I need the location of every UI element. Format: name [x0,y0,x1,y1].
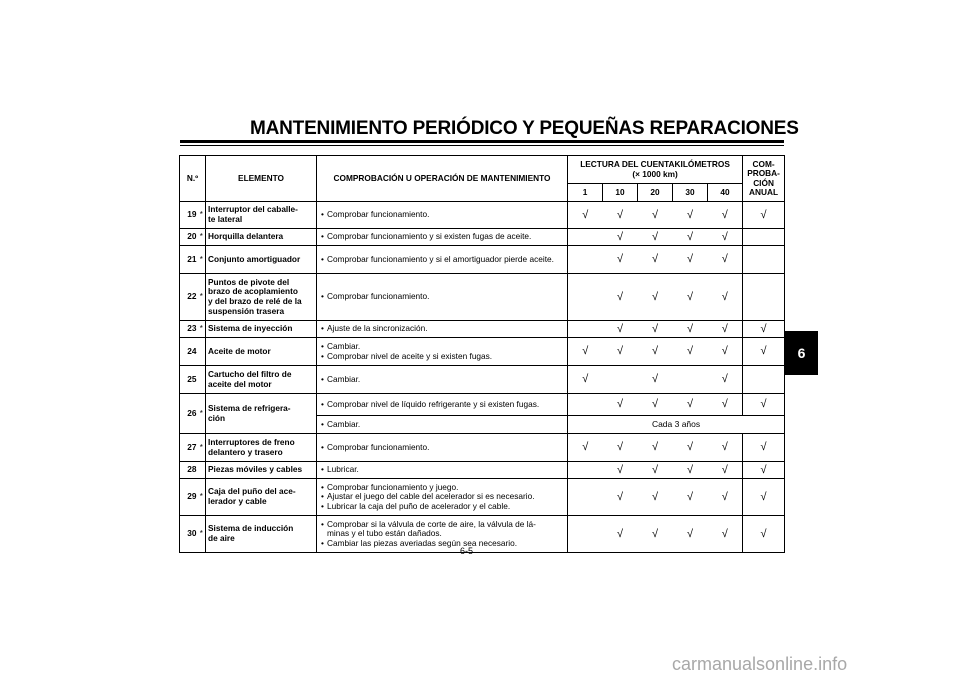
row-element: Piezas móviles y cables [206,462,317,479]
interval-check [568,479,603,516]
row-number: 25 [180,366,198,394]
row-asterisk: * [198,274,206,321]
operation-bullet: • Cambiar. [319,420,565,430]
interval-check: √ [638,229,673,246]
row-element: Caja del puño del ace- lerador y cable [206,479,317,516]
interval-check: √ [708,321,743,338]
row-operation [317,202,568,229]
row-element: Puntos de pivote del brazo de acoplamiento y del brazo de relé de la suspensión trasera [206,274,317,321]
row-asterisk: * [198,202,206,229]
operation-bullet: • Lubricar la caja del puño de acelerador y el cable. [319,502,565,512]
interval-check: √ [568,202,603,229]
interval-check: √ [708,202,743,229]
title-rule [180,140,784,143]
interval-check: √ [603,202,638,229]
header-km-1: 1 [568,184,603,202]
interval-check: √ [708,338,743,366]
interval-check: √ [638,338,673,366]
interval-check: √ [638,394,673,416]
interval-span-text: Cada 3 años [568,416,785,434]
row-number: 27 [180,434,198,462]
row-operation [317,246,568,274]
interval-check: √ [673,394,708,416]
annual-check [743,246,785,274]
annual-check: √ [743,479,785,516]
interval-check: √ [568,434,603,462]
row-operation [317,229,568,246]
header-km-10: 10 [603,184,638,202]
interval-check: √ [638,462,673,479]
row-element: Sistema de inyección [206,321,317,338]
annual-check [743,274,785,321]
operation-bullet: • Lubricar. [319,465,565,475]
row-number: 21 [180,246,198,274]
interval-check: √ [673,434,708,462]
row-element: Cartucho del filtro de aceite del motor [206,366,317,394]
header-num: N.º [180,156,206,202]
watermark: carmanualsonline.info [672,654,848,674]
interval-check: √ [603,479,638,516]
interval-check [568,321,603,338]
interval-check: √ [603,246,638,274]
annual-check: √ [743,202,785,229]
interval-check: √ [708,246,743,274]
header-km-30: 30 [673,184,708,202]
header-odometer-line1: LECTURA DEL CUENTAKILÓMETROS [580,158,730,169]
interval-check: √ [708,366,743,394]
annual-check: √ [743,516,785,553]
operation-bullet: • Ajustar el juego del cable del acelerador si es necesario. [319,492,565,502]
row-asterisk [198,366,206,394]
row-element: Sistema de inducción de aire [206,516,317,553]
interval-check: √ [568,366,603,394]
interval-check [568,394,603,416]
interval-check: √ [638,202,673,229]
row-operation [317,479,568,516]
interval-check: √ [638,434,673,462]
interval-check: √ [638,321,673,338]
table-row [180,338,785,366]
row-operation [317,366,568,394]
operation-bullet: • Comprobar funcionamiento. [319,292,565,302]
operation-bullet: • Comprobar funcionamiento y si el amortiguador pierde aceite. [319,255,565,265]
interval-check: √ [673,246,708,274]
row-asterisk [198,462,206,479]
interval-check: √ [603,516,638,553]
operation-bullet: • Cambiar las piezas averiadas según sea necesario. [319,539,565,549]
row-asterisk: * [198,479,206,516]
table-row [180,274,785,321]
interval-check [568,462,603,479]
interval-check: √ [673,338,708,366]
interval-check: √ [673,274,708,321]
table-row [180,434,785,462]
interval-check: √ [708,229,743,246]
interval-check: √ [708,394,743,416]
interval-check: √ [568,338,603,366]
interval-check: √ [603,434,638,462]
interval-check: √ [673,516,708,553]
row-number: 30 [180,516,198,553]
table-row [180,479,785,516]
operation-bullet: • Ajuste de la sincronización. [319,324,565,334]
interval-check: √ [708,516,743,553]
header-operation: COMPROBACIÓN U OPERACIÓN DE MANTENIMIENTO [317,156,568,202]
row-number: 29 [180,479,198,516]
page-number: 6-5 [460,546,474,556]
interval-check: √ [603,229,638,246]
row-operation [317,321,568,338]
row-asterisk: * [198,246,206,274]
interval-check: √ [673,462,708,479]
interval-check: √ [708,462,743,479]
operation-bullet: • Comprobar funcionamiento. [319,210,565,220]
row-asterisk: * [198,516,206,553]
row-operation [317,434,568,462]
interval-check [568,516,603,553]
interval-check: √ [673,229,708,246]
interval-check: √ [603,462,638,479]
interval-check: √ [638,274,673,321]
row-element: Interruptor del caballe- te lateral [206,202,317,229]
interval-check: √ [603,338,638,366]
interval-check [603,366,638,394]
interval-check: √ [603,321,638,338]
interval-check: √ [673,479,708,516]
row-operation [317,338,568,366]
row-number: 23 [180,321,198,338]
operation-bullet: • Comprobar funcionamiento. [319,443,565,453]
title-rule-thin [180,145,784,146]
row-operation [317,416,568,434]
header-odometer-line2: (× 1000 km) [632,168,678,179]
row-element: Aceite de motor [206,338,317,366]
operation-bullet: • Comprobar funcionamiento y juego. [319,483,565,493]
header-odometer [568,156,743,184]
annual-check: √ [743,321,785,338]
interval-check: √ [638,479,673,516]
operation-bullet: • Cambiar. [319,375,565,385]
table-row [180,516,785,553]
row-number: 19 [180,202,198,229]
interval-check: √ [708,274,743,321]
table-row [180,229,785,246]
interval-check: √ [638,516,673,553]
row-number: 28 [180,462,198,479]
chapter-tab: 6 [785,331,818,375]
interval-check: √ [603,394,638,416]
interval-check: √ [673,321,708,338]
row-element: Interruptores de freno delantero y trasero [206,434,317,462]
annual-check: √ [743,394,785,416]
annual-check [743,366,785,394]
interval-check [568,246,603,274]
row-number: 20 [180,229,198,246]
operation-bullet: • Comprobar nivel de líquido refrigerante y si existen fugas. [319,400,565,410]
interval-check [568,229,603,246]
annual-check: √ [743,338,785,366]
annual-check: √ [743,434,785,462]
header-element: ELEMENTO [206,156,317,202]
operation-bullet: • Comprobar si la válvula de corte de aire, la válvula de lá- minas y el tubo están dañados. [319,520,565,539]
row-asterisk: * [198,434,206,462]
row-asterisk: * [198,229,206,246]
row-operation [317,274,568,321]
operation-bullet: • Cambiar. [319,342,565,352]
table-row [180,202,785,229]
maintenance-table [179,155,785,553]
header-km-20: 20 [638,184,673,202]
row-operation [317,394,568,416]
operation-bullet: • Comprobar funcionamiento y si existen fugas de aceite. [319,232,565,242]
annual-check [743,229,785,246]
interval-check: √ [708,479,743,516]
row-element: Conjunto amortiguador [206,246,317,274]
interval-check [568,274,603,321]
table-row [180,321,785,338]
row-operation [317,462,568,479]
row-number: 26 [180,394,198,434]
interval-check [673,366,708,394]
annual-check: √ [743,462,785,479]
row-asterisk: * [198,321,206,338]
operation-bullet: • Comprobar nivel de aceite y si existen fugas. [319,352,565,362]
page-title: MANTENIMIENTO PERIÓDICO Y PEQUEÑAS REPARACIONES [250,118,799,139]
row-operation [317,516,568,553]
table-row [180,394,785,416]
row-element: Sistema de refrigera- ción [206,394,317,434]
table-row [180,366,785,394]
table-row [180,462,785,479]
row-number: 24 [180,338,198,366]
row-asterisk [198,338,206,366]
header-km-40: 40 [708,184,743,202]
interval-check: √ [673,202,708,229]
row-element: Horquilla delantera [206,229,317,246]
table-row [180,246,785,274]
row-asterisk: * [198,394,206,434]
header-annual: COM- PROBA- CIÓN ANUAL [743,156,785,202]
interval-check: √ [638,366,673,394]
interval-check: √ [638,246,673,274]
interval-check: √ [603,274,638,321]
interval-check: √ [708,434,743,462]
row-number: 22 [180,274,198,321]
